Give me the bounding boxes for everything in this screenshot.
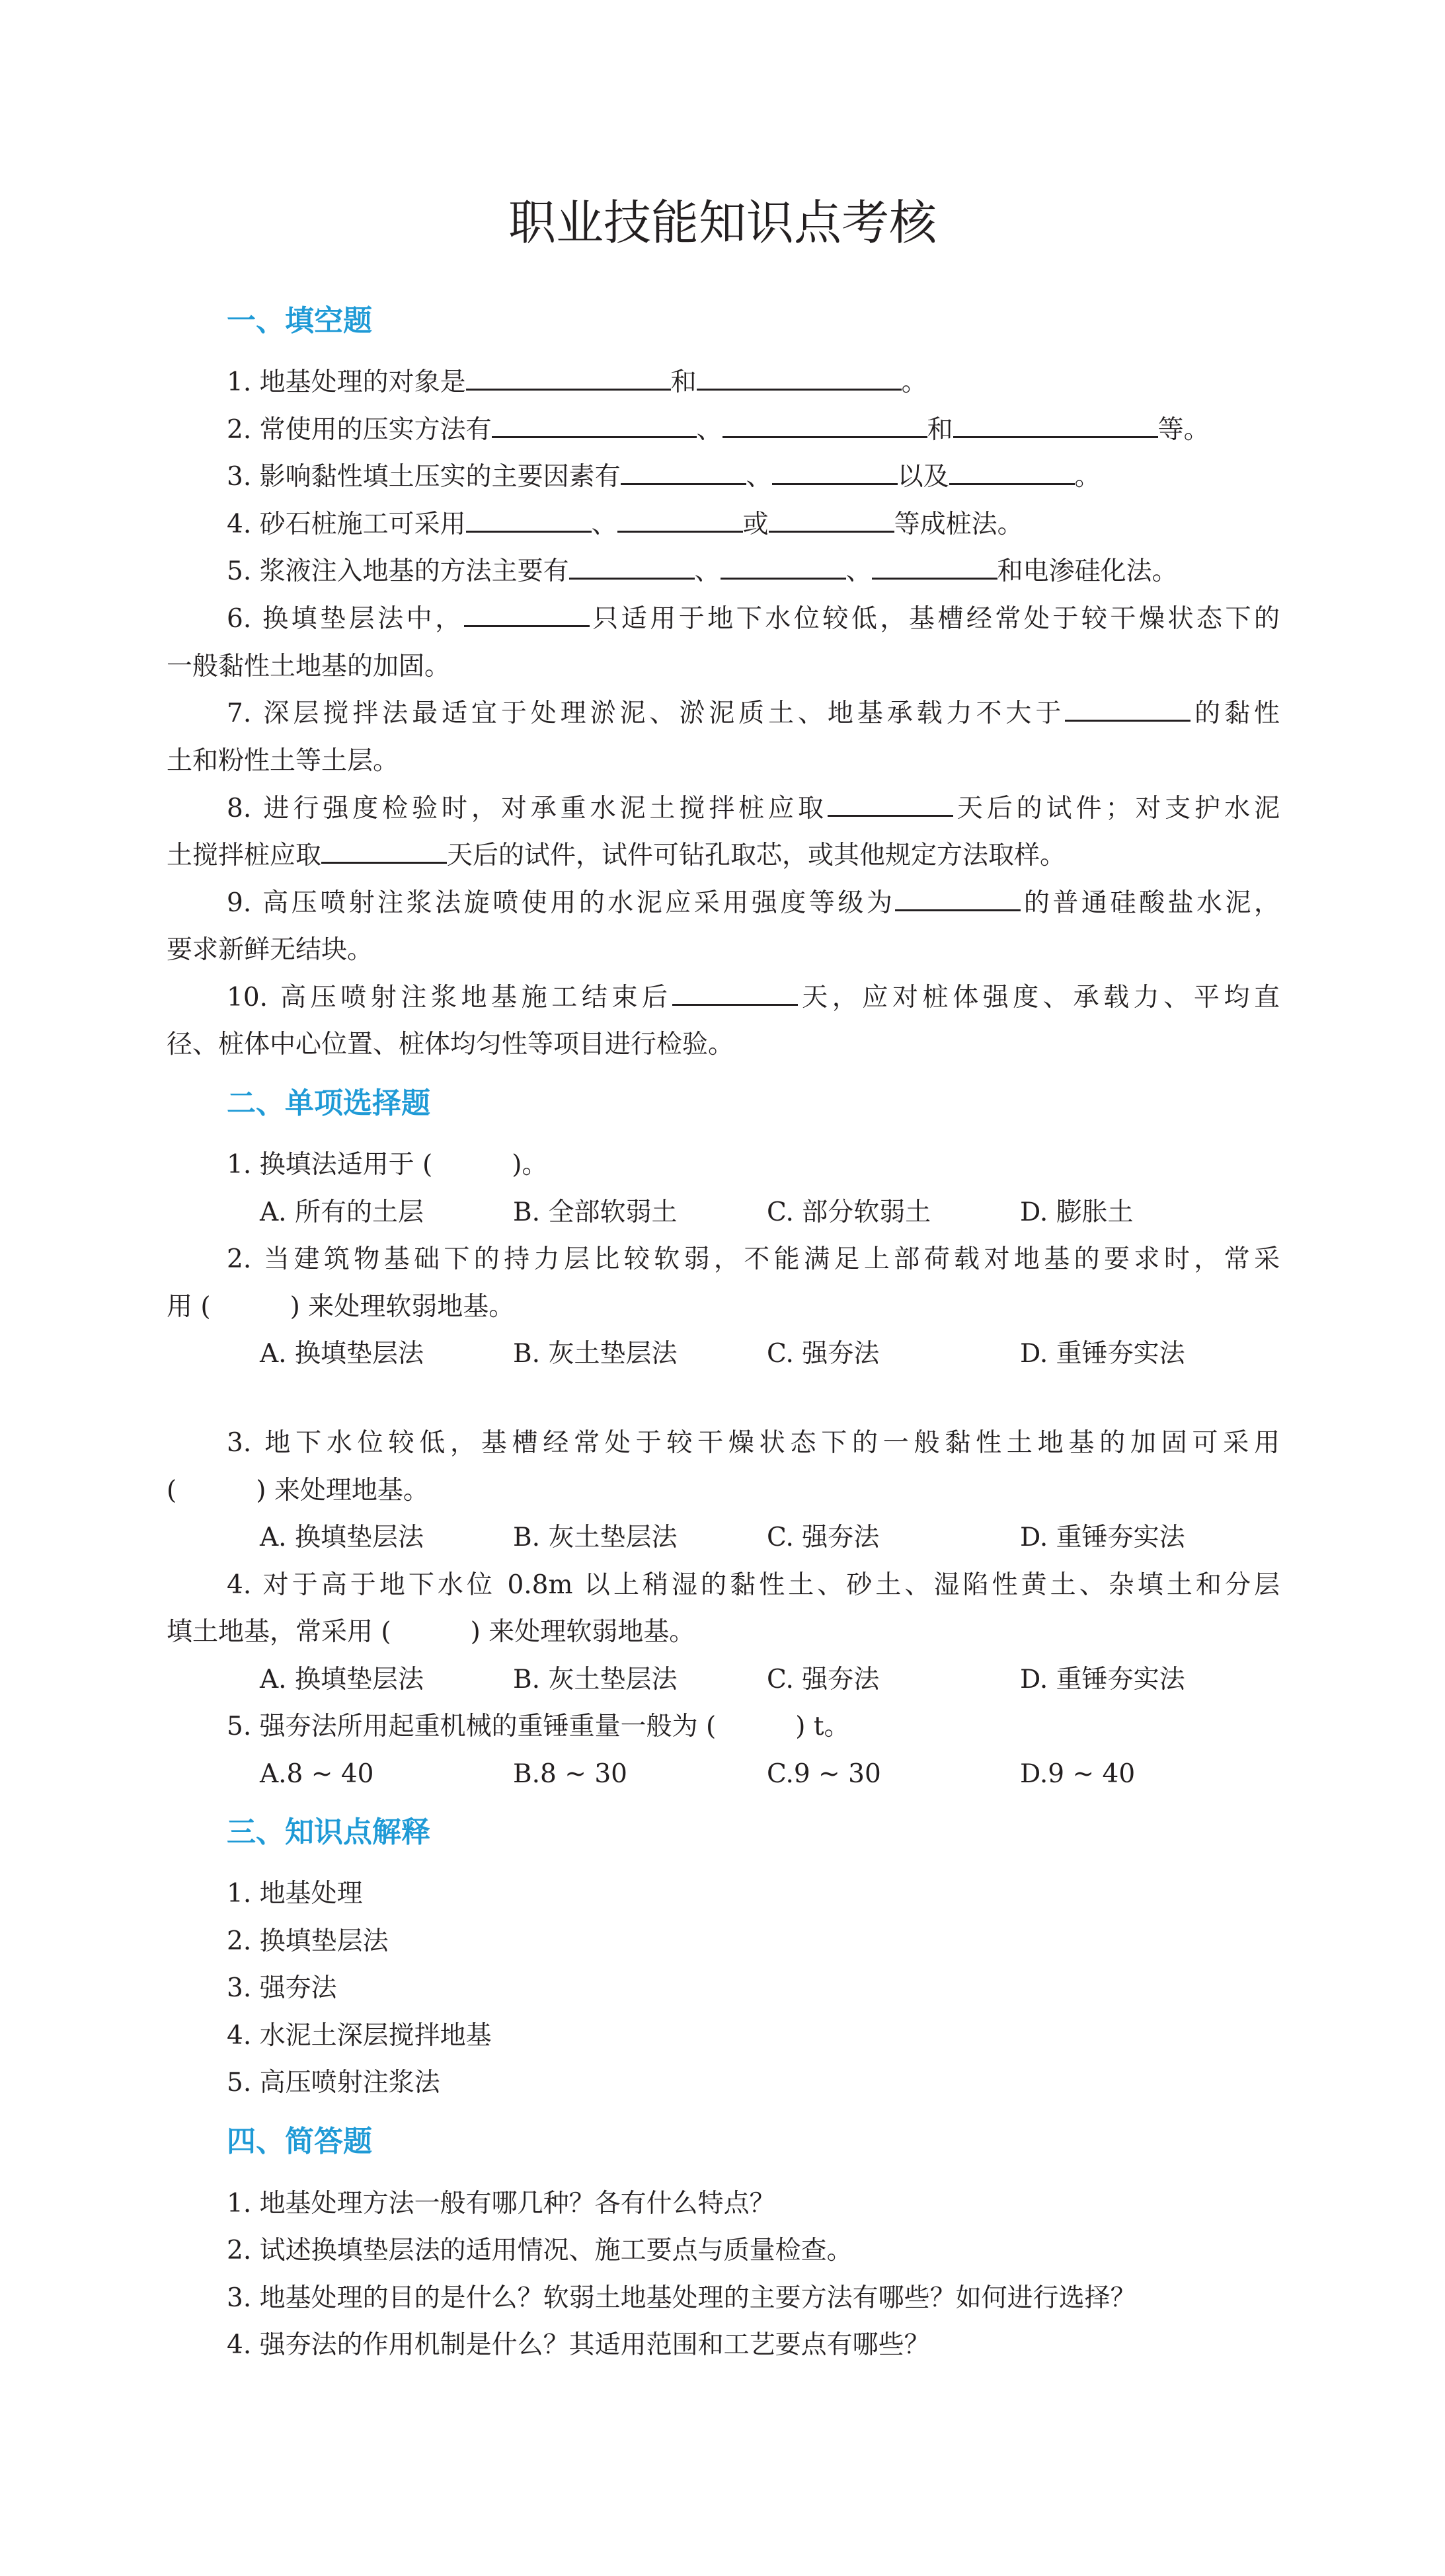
answer-blank[interactable] — [466, 365, 671, 391]
page-title: 职业技能知识点考核 — [508, 195, 937, 250]
fill-question-6: 6. 换填垫层法中， 只适用于地下水位较低，基槽经常处于较干燥状态下的 — [167, 600, 1280, 638]
choice-question-5: 5. 强夯法所用起重机械的重锤重量一般为 ( ) t。 — [227, 1712, 850, 1741]
answer-blank[interactable] — [953, 412, 1158, 438]
answer-blank[interactable] — [617, 507, 743, 533]
option-d[interactable]: D.9 ~ 40 — [1020, 1759, 1136, 1789]
option-c[interactable]: C. 强夯法 — [767, 1339, 880, 1369]
answer-blank[interactable] — [464, 601, 590, 627]
choice-options-2 — [260, 1335, 1251, 1373]
answer-blank[interactable] — [697, 365, 902, 391]
answer-blank[interactable] — [769, 507, 894, 533]
choice-question-2: 2. 当建筑物基础下的持力层比较软弱，不能满足上部荷载对地基的要求时，常采 — [227, 1244, 1280, 1274]
choice-question-2-cont: 用 ( ) 来处理软弱地基。 — [167, 1292, 515, 1322]
option-b[interactable]: B.8 ~ 30 — [513, 1759, 627, 1789]
answer-blank[interactable] — [492, 412, 697, 438]
short-question-1: 1. 地基处理方法一般有哪几种？各有什么特点？ — [227, 2189, 775, 2218]
term-item-4: 4. 水泥土深层搅拌地基 — [227, 2021, 492, 2051]
option-d[interactable]: D. 膨胀土 — [1020, 1197, 1134, 1227]
option-b[interactable]: B. 灰土垫层法 — [513, 1665, 678, 1694]
option-c[interactable]: C. 强夯法 — [767, 1665, 880, 1694]
fill-question-9: 9. 高压喷射注浆法旋喷使用的水泥应采用强度等级为 的普通硅酸盐水泥， — [167, 884, 1280, 923]
fill-question-3: 3. 影响黏性填土压实的主要因素有 、 以及 。 — [227, 458, 1101, 496]
answer-blank[interactable] — [621, 459, 746, 485]
answer-blank[interactable] — [772, 459, 898, 485]
choice-question-1: 1. 换填法适用于 ( )。 — [227, 1150, 548, 1180]
section-heading-fill-blank: 一、填空题 — [227, 304, 372, 338]
fill-question-8: 8. 进行强度检验时，对承重水泥土搅拌桩应取 天后的试件；对支护水泥 — [167, 790, 1280, 828]
fill-question-8-cont: 土搅拌桩应取 天后的试件，试件可钻孔取芯，或其他规定方法取样。 — [167, 837, 1066, 875]
term-item-1: 1. 地基处理 — [227, 1879, 363, 1909]
section-heading-short-answer: 四、简答题 — [227, 2125, 372, 2158]
answer-blank[interactable] — [672, 980, 798, 1006]
short-question-3: 3. 地基处理的目的是什么？软弱土地基处理的主要方法有哪些？如何进行选择？ — [227, 2283, 1136, 2313]
fill-question-5: 5. 浆液注入地基的方法主要有 、 、 和电渗硅化法。 — [227, 552, 1178, 591]
term-item-3: 3. 强夯法 — [227, 1973, 337, 2003]
answer-blank[interactable] — [321, 838, 447, 864]
option-b[interactable]: B. 灰土垫层法 — [513, 1523, 678, 1552]
answer-blank[interactable] — [828, 791, 953, 817]
option-b[interactable]: B. 全部软弱土 — [513, 1197, 678, 1227]
section-heading-single-choice: 二、单项选择题 — [227, 1086, 430, 1120]
option-a[interactable]: A. 所有的土层 — [260, 1197, 424, 1227]
option-d[interactable]: D. 重锤夯实法 — [1020, 1339, 1185, 1369]
option-c[interactable]: C. 部分软弱土 — [767, 1197, 931, 1227]
choice-options-1 — [260, 1193, 1251, 1232]
fill-question-10-cont: 径、桩体中心位置、桩体均匀性等项目进行检验。 — [167, 1030, 734, 1059]
choice-question-3-cont: ( ) 来处理地基。 — [167, 1476, 429, 1505]
short-question-4: 4. 强夯法的作用机制是什么？其适用范围和工艺要点有哪些？ — [227, 2330, 930, 2360]
fill-question-4: 4. 砂石桩施工可采用 、 或 等成桩法。 — [227, 506, 1023, 544]
fill-question-7-cont: 土和粉性土等土层。 — [167, 746, 399, 776]
answer-blank[interactable] — [721, 554, 846, 580]
fill-question-10: 10. 高压喷射注浆地基施工结束后 天，应对桩体强度、承载力、平均直 — [167, 979, 1280, 1017]
answer-blank[interactable] — [722, 412, 927, 438]
choice-question-4-cont: 填土地基，常采用 ( ) 来处理软弱地基。 — [167, 1617, 695, 1647]
choice-options-3 — [260, 1519, 1251, 1557]
fill-question-7: 7. 深层搅拌法最适宜于处理淤泥、淤泥质土、地基承载力不大于 的黏性 — [167, 695, 1280, 733]
option-a[interactable]: A. 换填垫层法 — [260, 1665, 424, 1694]
choice-question-3: 3. 地下水位较低，基槽经常处于较干燥状态下的一般黏性土地基的加固可采用 — [227, 1428, 1280, 1458]
choice-options-4 — [260, 1661, 1251, 1699]
option-c[interactable]: C. 强夯法 — [767, 1523, 880, 1552]
answer-blank[interactable] — [895, 886, 1021, 911]
option-c[interactable]: C.9 ~ 30 — [767, 1759, 881, 1789]
fill-question-2: 2. 常使用的压实方法有 、 和 等。 — [227, 411, 1210, 449]
fill-question-9-cont: 要求新鲜无结块。 — [167, 935, 373, 965]
option-a[interactable]: A. 换填垫层法 — [260, 1339, 424, 1369]
option-d[interactable]: D. 重锤夯实法 — [1020, 1523, 1185, 1552]
term-item-5: 5. 高压喷射注浆法 — [227, 2068, 440, 2098]
option-d[interactable]: D. 重锤夯实法 — [1020, 1665, 1185, 1694]
option-b[interactable]: B. 灰土垫层法 — [513, 1339, 678, 1369]
term-item-2: 2. 换填垫层法 — [227, 1926, 389, 1956]
answer-blank[interactable] — [872, 554, 997, 580]
choice-question-4: 4. 对于高于地下水位 0.8m 以上稍湿的黏性土、砂土、湿陷性黄土、杂填土和分层 — [227, 1570, 1280, 1600]
answer-blank[interactable] — [949, 459, 1075, 485]
answer-blank[interactable] — [569, 554, 695, 580]
option-a[interactable]: A.8 ~ 40 — [260, 1759, 374, 1789]
fill-question-1: 1. 地基处理的对象是 和 。 — [227, 363, 927, 402]
option-a[interactable]: A. 换填垫层法 — [260, 1523, 424, 1552]
section-heading-terms: 三、知识点解释 — [227, 1815, 430, 1849]
answer-blank[interactable] — [466, 507, 592, 533]
answer-blank[interactable] — [1065, 696, 1191, 722]
short-question-2: 2. 试述换填垫层法的适用情况、施工要点与质量检查。 — [227, 2236, 853, 2265]
choice-options-5 — [260, 1755, 1251, 1794]
fill-question-6-cont: 一般黏性土地基的加固。 — [167, 652, 451, 681]
